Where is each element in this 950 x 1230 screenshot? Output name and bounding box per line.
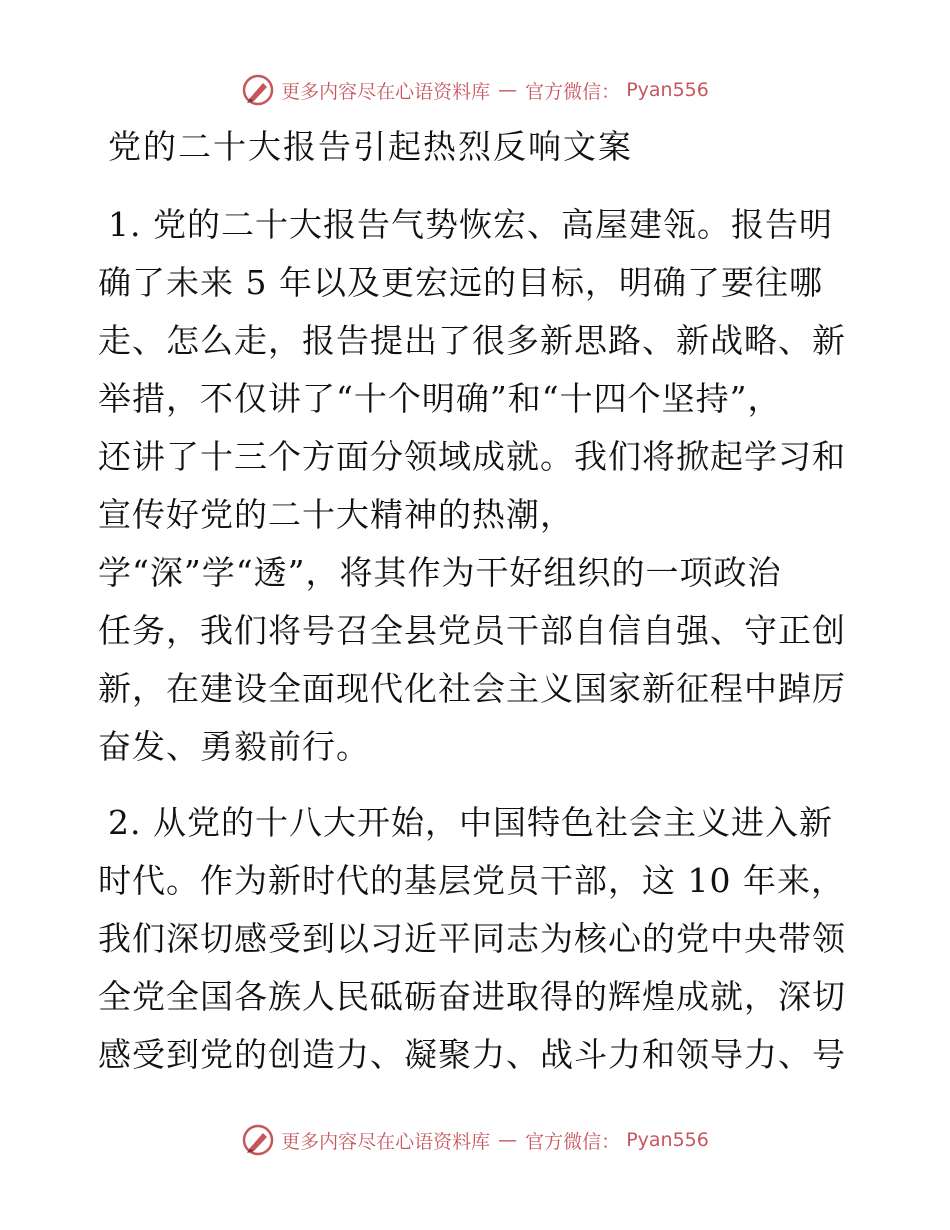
- footer-wechat-id: Pyan556: [626, 1129, 709, 1151]
- paragraph-line: 全党全国各族人民砥砺奋进取得的辉煌成就，深切: [98, 977, 846, 1016]
- paragraph-line: 2. 从党的十八大开始，中国特色社会主义进入新: [108, 803, 833, 842]
- header-separator: —: [498, 79, 518, 101]
- paragraph-line: 还讲了十三个方面分领域成就。我们将掀起学习和: [98, 437, 846, 476]
- paragraph-line: 学“深”学“透”，将其作为干好组织的一项政治: [98, 553, 782, 592]
- paragraph-line: 任务，我们将号召全县党员干部自信自强、守正创: [98, 611, 846, 650]
- header-banner: [0, 70, 950, 110]
- pen-logo-icon: [241, 1123, 275, 1157]
- paragraph-line: 新，在建设全面现代化社会主义国家新征程中踔厉: [98, 669, 846, 708]
- footer-banner-text: 更多内容尽在心语资料库: [281, 1130, 491, 1153]
- header-wechat-id: Pyan556: [626, 79, 709, 101]
- paragraph-line: 我们深切感受到以习近平同志为核心的党中央带领: [98, 919, 846, 958]
- footer-banner: [0, 1120, 950, 1160]
- header-banner-text: 更多内容尽在心语资料库: [281, 80, 491, 103]
- document-body: [98, 196, 858, 1084]
- footer-separator: —: [498, 1129, 518, 1151]
- document-title: 党的二十大报告引起热烈反响文案: [108, 127, 633, 166]
- header-wechat-label: 官方微信：: [525, 80, 621, 103]
- footer-wechat-label: 官方微信：: [525, 1130, 621, 1153]
- paragraph-line: 时代。作为新时代的基层党员干部，这 10 年来，: [98, 861, 845, 900]
- paragraph-line: 奋发、勇毅前行。: [98, 727, 370, 766]
- paragraph-1: [98, 196, 858, 776]
- paragraph-line: 宣传好党的二十大精神的热潮，: [98, 495, 574, 534]
- paragraph-line: 走、怎么走，报告提出了很多新思路、新战略、新: [98, 321, 846, 360]
- paragraph-2: [98, 794, 858, 1084]
- paragraph-line: 确了未来 5 年以及更宏远的目标，明确了要往哪: [98, 263, 823, 302]
- pen-logo-icon: [241, 73, 275, 107]
- paragraph-line: 1. 党的二十大报告气势恢宏、高屋建瓴。报告明: [108, 205, 833, 244]
- paragraph-line: 举措，不仅讲了“十个明确”和“十四个坚持”，: [98, 379, 782, 418]
- paragraph-line: 感受到党的创造力、凝聚力、战斗力和领导力、号: [98, 1035, 846, 1074]
